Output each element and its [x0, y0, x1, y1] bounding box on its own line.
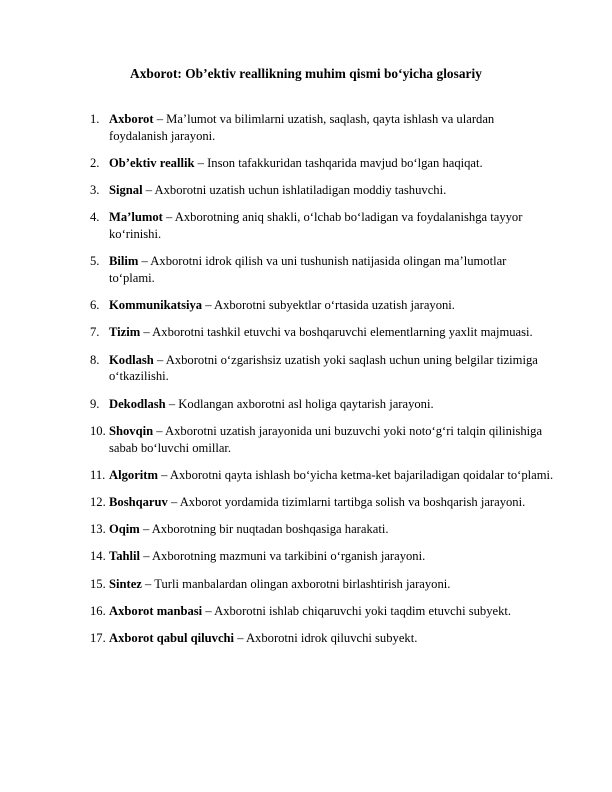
glossary-entry-number: 6.	[90, 298, 103, 313]
glossary-entry-number: 8.	[90, 352, 103, 367]
glossary-entry-number: 9.	[90, 396, 103, 411]
glossary-entry-definition: Axborotni uzatish uchun ishlatiladigan moddiy tashuvchi.	[154, 183, 447, 198]
glossary-entry-number: 3.	[90, 183, 103, 198]
glossary-entry-separator: –	[194, 155, 208, 170]
glossary-entry-definition: Turli manbalardan olingan axborotni birlashtirish jarayoni.	[154, 576, 451, 591]
glossary-entry-number: 17.	[90, 630, 106, 645]
glossary-entry-definition: Axborotning bir nuqtadan boshqasiga harakati.	[151, 522, 389, 537]
glossary-entry-term: Tahlil	[109, 549, 141, 564]
glossary-entry-number: 13.	[90, 522, 106, 537]
glossary-entry-separator: –	[153, 423, 166, 438]
glossary-entry-separator: –	[202, 298, 214, 313]
glossary-entry-number: 10.	[90, 423, 106, 438]
glossary-entry	[0, 467, 612, 484]
glossary-entry	[0, 253, 612, 287]
glossary-entry	[0, 297, 612, 314]
glossary-entry-number: 11.	[90, 467, 106, 482]
glossary-entry-separator: –	[140, 325, 153, 340]
glossary-entry-definition: Axborotni idrok qilish va uni tushunish natijasida olingan ma’lumotlar to‘plami.	[109, 254, 507, 286]
glossary-entry-definition: Axborotni subyektlar o‘rtasida uzatish jarayoni.	[213, 298, 455, 313]
glossary-entry-separator: –	[165, 396, 179, 411]
glossary-entry-number: 1.	[90, 111, 103, 126]
glossary-entry-separator: –	[157, 467, 170, 482]
glossary-entry-separator: –	[162, 210, 175, 225]
glossary-entry-term: Boshqaruv	[109, 495, 168, 509]
glossary-entry-number: 4.	[90, 210, 103, 225]
glossary-entry-definition: Axborotni idrok qiluvchi subyekt.	[245, 630, 418, 645]
glossary-entry	[0, 111, 612, 145]
glossary-entry	[0, 423, 612, 457]
glossary-entry	[0, 209, 612, 243]
glossary-entry	[0, 352, 612, 386]
glossary-entry-definition: Axborotni tashkil etuvchi va boshqaruvchi elementlarning yaxlit majmuasi.	[152, 325, 533, 340]
glossary-entry-number: 16.	[90, 603, 106, 618]
glossary-list	[0, 82, 612, 647]
glossary-entry-separator: –	[138, 254, 151, 269]
glossary-entry-term: Sintez	[109, 576, 142, 591]
glossary-entry-number: 2.	[90, 155, 103, 170]
glossary-entry-separator: –	[153, 352, 166, 367]
glossary-entry-separator: –	[139, 522, 152, 537]
glossary-entry-term: Algoritm	[109, 467, 158, 482]
glossary-entry	[0, 576, 612, 593]
glossary-entry-number: 14.	[90, 549, 106, 564]
glossary-entry	[0, 324, 612, 341]
glossary-entry-separator: –	[234, 630, 246, 645]
glossary-entry-definition: Inson tafakkuridan tashqarida mavjud bo‘lgan haqiqat.	[207, 155, 483, 170]
glossary-entry	[0, 603, 612, 620]
glossary-entry-separator: –	[153, 111, 167, 126]
glossary-entry-definition: Axborotni qayta ishlash bo‘yicha ketma-ket bajariladigan qoidalar to‘plami.	[169, 467, 554, 482]
glossary-entry-definition: Axborotni o‘zgarishsiz uzatish yoki saqlash uchun uning belgilar tizimiga o‘tkazilishi.	[109, 352, 538, 384]
glossary-entry-term: Kommunikatsiya	[109, 298, 203, 313]
glossary-entry-term: Bilim	[109, 254, 139, 269]
glossary-entry-number: 12.	[90, 495, 106, 509]
glossary-entry	[0, 521, 612, 538]
glossary-entry-term: Axborot qabul qiluvchi	[109, 630, 235, 645]
glossary-entry-separator: –	[142, 183, 155, 198]
glossary-entry-term: Ob’ektiv reallik	[109, 155, 195, 170]
glossary-entry-separator: –	[167, 495, 180, 509]
page-title: Axborot: Ob’ektiv reallikning muhim qismi bo‘yicha glosariy	[130, 66, 482, 81]
glossary-entry-term: Signal	[109, 183, 143, 198]
glossary-entry-term: Dekodlash	[109, 396, 166, 411]
glossary-entry-separator: –	[140, 549, 152, 564]
glossary-entry	[0, 548, 612, 565]
glossary-entry-separator: –	[141, 576, 155, 591]
glossary-entry-term: Oqim	[109, 522, 140, 537]
glossary-entry	[0, 396, 612, 413]
glossary-entry-term: Shovqin	[109, 423, 154, 438]
glossary-entry	[0, 630, 612, 647]
glossary-entry-definition: Axborotning mazmuni va tarkibini o‘rganish jarayoni.	[151, 549, 426, 564]
glossary-entry-term: Tizim	[109, 325, 141, 340]
glossary-entry-definition: Axborot yordamida tizimlarni tartibga solish va boshqarish jarayoni.	[179, 495, 526, 509]
glossary-entry-term: Kodlash	[109, 352, 154, 367]
glossary-entry-definition: Axborotni ishlab chiqaruvchi yoki taqdim etuvchi subyekt.	[214, 603, 512, 618]
glossary-entry-definition: Kodlangan axborotni asl holiga qaytarish jarayoni.	[178, 396, 434, 411]
glossary-entry	[0, 494, 612, 511]
glossary-entry-definition: Axborotni uzatish jarayonida uni buzuvchi yoki noto‘g‘ri talqin qilinishiga sabab bo‘luvchi omillar.	[109, 423, 543, 455]
glossary-entry-separator: –	[202, 603, 215, 618]
glossary-entry-number: 7.	[90, 325, 103, 340]
glossary-entry-number: 15.	[90, 576, 106, 591]
glossary-entry	[0, 155, 612, 172]
glossary-entry	[0, 182, 612, 199]
glossary-entry-term: Axborot manbasi	[109, 603, 203, 618]
glossary-entry-number: 5.	[90, 254, 103, 269]
glossary-entry-definition: Axborotning aniq shakli, o‘lchab bo‘ladigan va foydalanishga tayyor ko‘rinishi.	[109, 210, 523, 242]
glossary-entry-term: Axborot	[109, 111, 154, 126]
glossary-entry-definition: Ma’lumot va bilimlarni uzatish, saqlash, qayta ishlash va ulardan foydalanish jarayoni.	[109, 111, 495, 143]
glossary-entry-term: Ma’lumot	[109, 210, 163, 225]
